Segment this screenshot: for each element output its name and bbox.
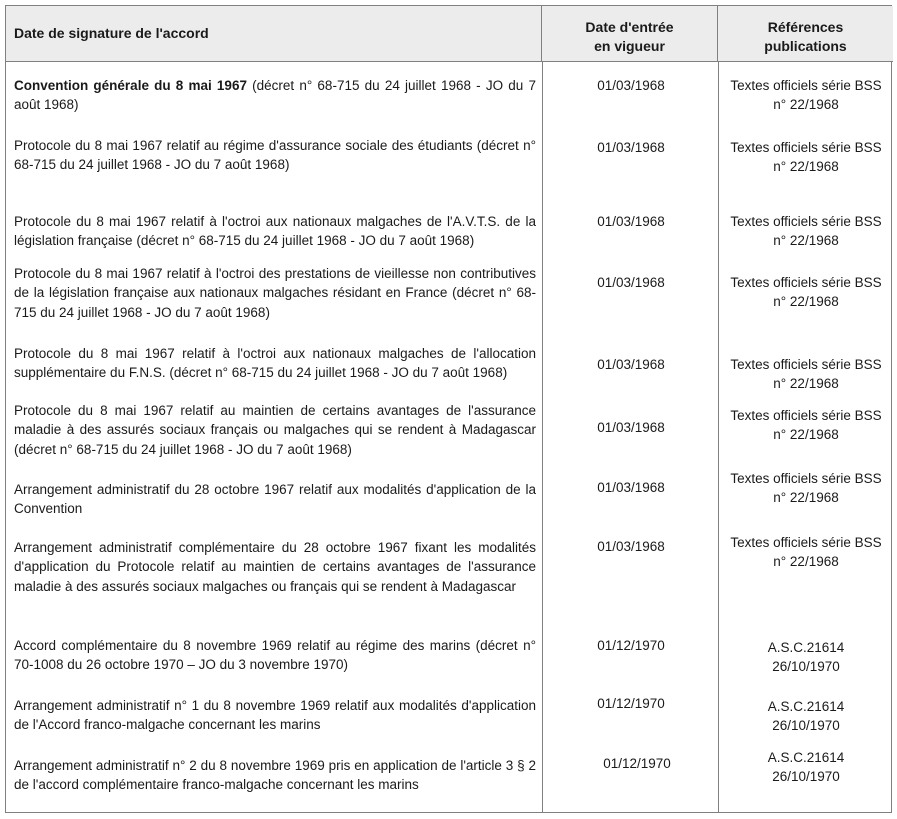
row-description: Arrangement administratif du 28 octobre 1967 relatif aux modalités d'application de la Convention — [14, 482, 536, 517]
row-reference: A.S.C.21614 26/10/1970 — [767, 640, 845, 675]
row-reference: A.S.C.21614 26/10/1970 — [767, 699, 845, 734]
header-references-line2: publications — [764, 38, 847, 54]
row-description: Protocole du 8 mai 1967 relatif au maintien de certains avantages de l'assurance maladie à des assurés sociaux français ou malgaches qui se rendent à Madagascar (décret n° 68-715 du 24 juillet 1968 - JO du 7 août 1968) — [14, 403, 536, 457]
row-description: Accord complémentaire du 8 novembre 1969 relatif au régime des marins (décret n° 70-1008 du 26 octobre 1970 – JO du 3 novembre 1970) — [14, 638, 536, 673]
row-description: Protocole du 8 mai 1967 relatif à l'octroi aux nationaux malgaches de l'A.V.T.S. de la législation française (décret n° 68-715 du 24 juillet 1968 - JO du 7 août 1968) — [14, 214, 536, 249]
row-reference: Textes officiels série BSS n° 22/1968 — [730, 471, 882, 506]
row-reference: Textes officiels série BSS n° 22/1968 — [730, 78, 882, 113]
row-entry-date: 01/12/1970 — [597, 638, 665, 653]
row-entry-date: 01/03/1968 — [597, 480, 665, 495]
row-entry-date: 01/03/1968 — [597, 78, 665, 93]
row-description: Arrangement administratif complémentaire du 28 octobre 1967 fixant les modalités d'application du Protocole relatif au maintien de certains avantages de l'assurance maladie à des assurés sociaux malgaches ou français qui se rendent à Madagascar — [14, 540, 536, 594]
row-entry-date: 01/03/1968 — [597, 539, 665, 554]
row-description: Protocole du 8 mai 1967 relatif à l'octroi aux nationaux malgaches de l'allocation supplémentaire du F.N.S. (décret n° 68-715 du 24 juillet 1968 - JO du 7 août 1968) — [14, 346, 536, 381]
header-entry-date-line1: Date d'entrée — [585, 19, 674, 35]
row-entry-date: 01/03/1968 — [597, 140, 665, 155]
row-reference: Textes officiels série BSS n° 22/1968 — [730, 214, 882, 249]
row-entry-date: 01/03/1968 — [597, 420, 665, 435]
row-entry-date: 01/03/1968 — [597, 275, 665, 290]
row-entry-date: 01/03/1968 — [597, 357, 665, 372]
row-entry-date: 01/12/1970 — [597, 696, 665, 711]
column-divider — [718, 62, 719, 812]
header-entry-date — [542, 6, 718, 62]
header-signature-date — [6, 6, 542, 62]
header-references — [718, 6, 893, 62]
row-entry-date: 01/12/1970 — [603, 756, 671, 771]
row-entry-date: 01/03/1968 — [597, 214, 665, 229]
row-reference: Textes officiels série BSS n° 22/1968 — [730, 535, 882, 570]
row-reference: Textes officiels série BSS n° 22/1968 — [730, 357, 882, 392]
row-description: Arrangement administratif n° 1 du 8 novembre 1969 relatif aux modalités d'application de l'Accord franco-malgache concernant les marins — [14, 698, 536, 733]
row-description: Arrangement administratif n° 2 du 8 novembre 1969 pris en application de l'article 3 § 2 de l'accord complémentaire franco-malgache concernant les marins — [14, 758, 536, 793]
row-description: Protocole du 8 mai 1967 relatif au régime d'assurance sociale des étudiants (décret n° 68-715 du 24 juillet 1968 - JO du 7 août 1968) — [14, 138, 536, 173]
row-reference: Textes officiels série BSS n° 22/1968 — [730, 275, 882, 310]
row-description-bold: Convention générale du 8 mai 1967 — [14, 78, 247, 93]
row-reference: A.S.C.21614 26/10/1970 — [767, 750, 845, 785]
agreements-table — [5, 5, 892, 813]
column-divider — [542, 62, 543, 812]
row-description: Protocole du 8 mai 1967 relatif à l'octroi des prestations de vieillesse non contributives de la législation française aux nationaux malgaches résidant en France (décret n° 68-715 du 24 juillet 1968 - JO du 7 août 1968) — [14, 266, 536, 320]
row-reference: Textes officiels série BSS n° 22/1968 — [730, 140, 882, 175]
header-entry-date-line2: en vigueur — [594, 38, 665, 54]
header-references-line1: Références — [767, 19, 844, 35]
row-reference: Textes officiels série BSS n° 22/1968 — [730, 408, 882, 443]
header-signature-date-label: Date de signature de l'accord — [14, 25, 209, 41]
row-description: Convention générale du 8 mai 1967 (décret n° 68-715 du 24 juillet 1968 - JO du 7 août 1968) — [14, 78, 536, 113]
